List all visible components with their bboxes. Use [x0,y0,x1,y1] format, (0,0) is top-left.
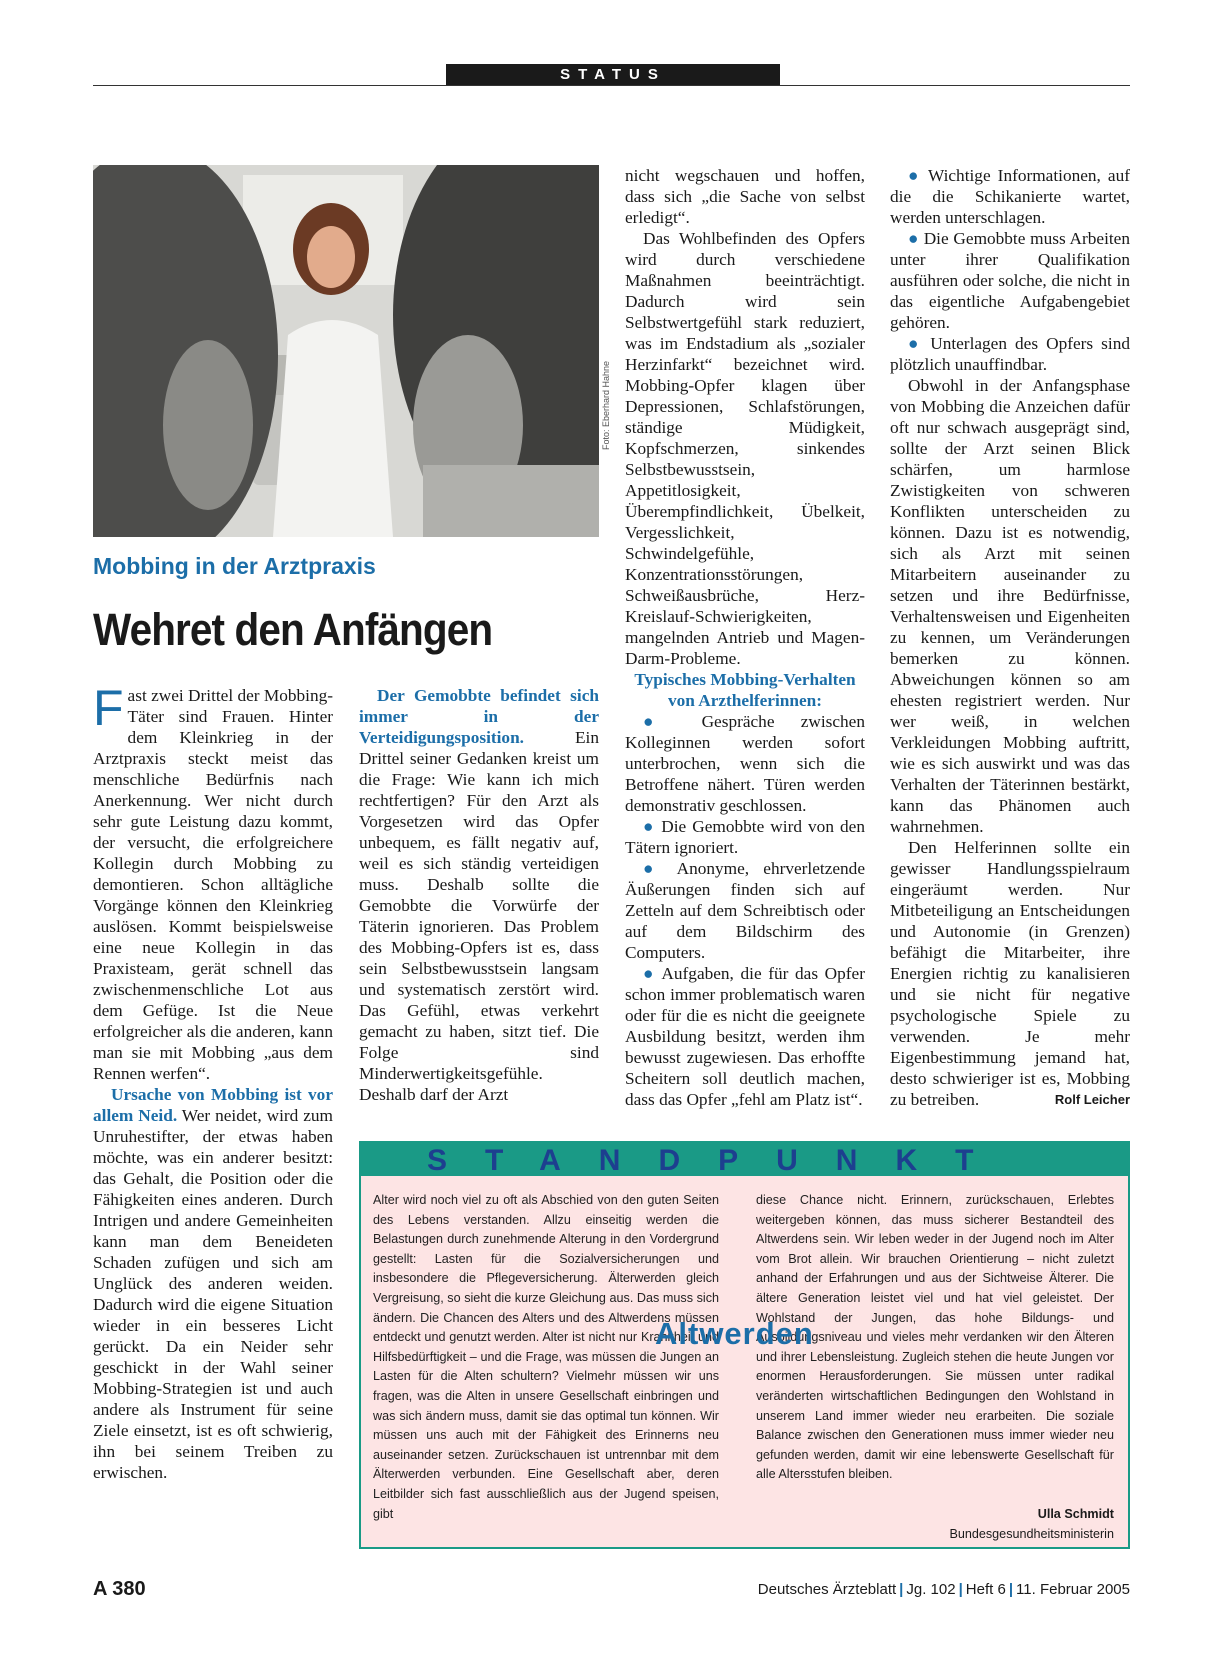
bullet-icon: ● [908,166,922,185]
bullet-item: ● Anonyme, ehrverletzende Äußerungen finden sich auf Zetteln auf dem Schreibtisch oder auf dem Bildschirm des Computers. [625,859,865,962]
article-author: Rolf Leicher [1054,1092,1130,1107]
section-label: STATUS [446,64,780,85]
top-rule [93,85,1130,86]
standpunkt-author-block [949,1505,1114,1544]
paragraph [359,685,599,1105]
separator: | [899,1581,904,1598]
article-photo [93,165,599,537]
paragraph-text: Wer neidet, wird zum Unruhestifter, der etwas haben möchte, was ein anderer besitzt: das Gehalt, die Position oder die Fähigkeiten eines anderen. Durch Intrigen und andere Gemeinheiten kann man dem Beneideten Schaden zufügen und sich am Unglück des anderen weiden. Dadurch wird die eigene Situation wieder in ein besseres Licht gerückt. Da ein Neider sehr geschickt in der Wahl seiner Mobbing-Strategien ist und auch andere als Instrument für seine Ziele einsetzt, ist es oft schwierig, ihn bei seinem Treiben zu erwischen. [93,1106,334,1482]
bullet-item: ● Die Gemobbte muss Arbeiten unter ihrer Qualifikation ausführen oder solche, die nicht in das eigentliche Aufgabengebiet gehören. [890,229,1130,332]
paragraph-lead: Der Gemobbte befindet sich immer in der Verteidigungsposition. [359,686,599,747]
paragraph: Das Wohlbefinden des Opfers wird durch verschiedene Maßnahmen beeinträchtigt. Dadurch wird sein Selbstwertgefühl stark reduziert, was im Endstadium als „sozialer Herzinfarkt“ bezeichnet wird. Mobbing-Opfer klagen über Depressionen, Schlafstörungen, ständige Müdigkeit, Kopfschmerzen, sinkendes Selbstbewusstsein, Appetitlosigkeit, Überempfindlichkeit, Übelkeit, Vergesslichkeit, Schwindelgefühle, Konzentrationsstörungen, Schweißausbrüche, Herz-Kreislauf-Schwierigkeiten, mangelnden Antrieb und Magen-Darm-Probleme. [625,229,865,668]
standpunkt-box [359,1141,1130,1549]
journal-name: Deutsches Ärzteblatt [757,1581,897,1598]
journal-volume: Jg. 102 [906,1581,956,1598]
paragraph [93,1084,333,1483]
bullet-icon: ● [908,334,923,353]
page-number: A 380 [93,1578,146,1600]
photo-credit: Foto: Eberhard Hahne [601,360,611,450]
paragraph-text: ast zwei Drittel der Mobbing-Täter sind Frauen. Hinter dem Kleinkrieg in der Arztpraxis steckt meist das menschliche Bedürfnis nach Anerkennung. Wer nicht durch sehr gute Leistung dazu kommt, der versucht, die erfolgreichere Kollegin durch Mobbing zu demontieren. Schon alltägliche Vorgänge können den Kleinkrieg auslösen. Kommt beispielsweise eine neue Kollegin in das Praxisteam, gerät schnell das zwischenmenschliche Lot aus dem Gefüge. Ist die Neue erfolgreicher als die anderen, kann man sie mit Mobbing „aus dem Rennen werfen“. [93,686,333,1083]
bullet-icon: ● [643,712,676,731]
bullet-icon: ● [643,817,656,836]
separator: | [958,1581,963,1598]
paragraph [93,680,333,1084]
journal-issue: Heft 6 [965,1581,1006,1598]
article-column-3 [625,165,865,1110]
standpunkt-title: Altwerden [655,1316,814,1351]
standpunkt-label: STANDPUNKT [361,1143,1128,1176]
paragraph: Den Helferinnen sollte ein gewisser Handlungsspielraum eingeräumt werden. Nur Mitbeteiligung an Entscheidungen und Autonomie (in Grenzen) befähigt die Mitarbeiter, ihre Energien richtig zu kanalisieren und sie nicht für negative psychologische Spiele zu verwenden. Je mehr Eigenbestimmung jemand hat, desto schwieriger ist es, Mobbing zu betreiben. Rolf Leicher [890,838,1130,1109]
subheading: Typisches Mobbing-Verhalten von Arzthelferinnen: [634,670,856,710]
standpunkt-author: Ulla Schmidt [1037,1507,1114,1521]
bullet-icon: ● [643,964,656,983]
paragraph: Obwohl in der Anfangsphase von Mobbing die Anzeichen dafür oft nur schwach ausgeprägt sind, sollte der Arzt seinen Blick schärfen, um harmlose Zwistigkeiten von schweren Konflikten unterscheiden zu können. Dazu ist es notwendig, sich als Arzt mit seinen Mitarbeitern auseinander zu setzen und ihre Bedürfnisse, Verhaltensweisen und Eigenheiten zu kennen, um Veränderungen bemerken zu können. Abweichungen können so am ehesten registriert werden. Nur wer weiß, in welchen Verkleidungen Mobbing auftritt, wie es sich auswirkt und was das Verhalten der Täterinnen bestärkt, kann das Phänomen auch wahrnehmen. [890,376,1130,836]
article-column-2 [359,685,599,1105]
standpunkt-author-role: Bundesgesundheitsministerin [949,1526,1114,1541]
paragraph: nicht wegschauen und hoffen, dass sich „die Sache von selbst erledigt“. [625,166,865,227]
standpunkt-text-left: Alter wird noch viel zu oft als Abschied von den guten Seiten des Lebens verstanden. Allzu einseitig werden die Belastungen durch zunehmende Alterung in den Vordergrund gestellt: Lasten für die Sozialversicherungen und insbesondere die Pflegeversicherung. Älterwerden gleich Vergreisung, so sieht die kurze Gleichung aus. Das muss sich ändern. Die Chancen des Alters und des Altwerdens müssen entdeckt und genutzt werden. Alter ist nicht nur Krankheit und Hilfsbedürftigkeit – und die Frage, was müssen die Jungen an Lasten für die Alten schultern? Vielmehr müssen wir uns fragen, was die Alten in unsere Gesellschaft einbringen und was sich ändern muss, damit sie das optimal tun können. Wir müssen uns auch mit der Fähigkeit des Erinnerns neu auseinander setzen. Zurückschauen ist untrennbar mit dem Älterwerden verbunden. Eine Gesellschaft aber, deren Leitbilder sich fast ausschließlich aus der Jugend speisen, gibt [373,1193,719,1521]
journal-date: 11. Februar 2005 [1016,1581,1130,1598]
bullet-item: ● Wichtige Informationen, auf die die Schikanierte wartet, werden unterschlagen. [890,166,1130,227]
bullet-icon: ● [908,229,919,248]
article-kicker: Mobbing in der Arztpraxis [93,553,376,579]
photo-illustration [93,165,599,537]
article-column-4 [890,165,1130,1110]
bullet-item: ● Die Gemobbte wird von den Tätern ignoriert. [625,817,865,857]
standpunkt-text-right: diese Chance nicht. Erinnern, zurückschauen, Erlebtes weitergeben können, das muss sicherer Bestandteil des Altwerdens sein. Wir leben weder in der Jugend noch im Alter vom Brot allein. Wir brauchen Orientierung – nicht zuletzt anhand der Erfahrungen und aus der Sichtweise Älterer. Die ältere Generation leistet viel und hat viel geleistet. Der Wohlstand der Jungen, das hohe Bildungs- und Ausbildungsniveau und vieles mehr verdanken wir den Älteren und ihrer Lebensleistung. Zugleich stehen die heute Jungen vor enormen Herausforderungen. Sie müssen unter radikal veränderten wirtschaftlichen Bedingungen den Wohlstand in unserem Land immer wieder neu erarbeiten. Die soziale Balance zwischen den Generationen muss immer wieder neu gefunden werden, damit wir eine lebenswerte Gesellschaft für alle Altersstufen bleiben. [756,1193,1114,1482]
bullet-item: ● Unterlagen des Opfers sind plötzlich unauffindbar. [890,334,1130,374]
article-headline: Wehret den Anfängen [93,604,493,655]
bullet-item: ● Aufgaben, die für das Opfer schon immer problematisch waren oder für die es nicht die geeignete Ausbildung besitzt, werden ihm bewusst zugewiesen. Das erhoffte Scheitern soll deutlich machen, dass das Opfer „fehl am Platz ist“. [625,964,865,1109]
journal-info [758,1581,1130,1598]
drop-cap: F [93,680,124,736]
article-column-1 [93,680,334,1483]
paragraph-lead: Ursache von Mobbing ist vor allem Neid. [93,1085,333,1125]
separator: | [1008,1581,1014,1598]
bullet-item: ● Gespräche zwischen Kolleginnen werden sofort unterbrochen, wenn sich die Betroffene nähert. Türen werden demonstrativ geschlossen. [625,712,865,815]
paragraph-text: Ein Drittel seiner Gedanken kreist um die Frage: Wie kann ich mich rechtfertigen? Für den Arzt als Vorgesetzen wird das Opfer unbequem, es fällt negativ auf, weil es sich ständig verteidigen muss. Deshalb sollte die Gemobbte die Vorwürfe der Täterin ignorieren. Das Problem des Mobbing-Opfers ist es, dass sein Selbstbewusstsein langsam und systematisch zerstört wird. Das Gefühl, etwas verkehrt gemacht zu haben, sitzt tief. Die Folge sind Minderwertigkeitsgefühle. Deshalb darf der Arzt [359,728,599,1104]
bullet-icon: ● [643,859,664,878]
standpunkt-column-left [373,1191,719,1524]
